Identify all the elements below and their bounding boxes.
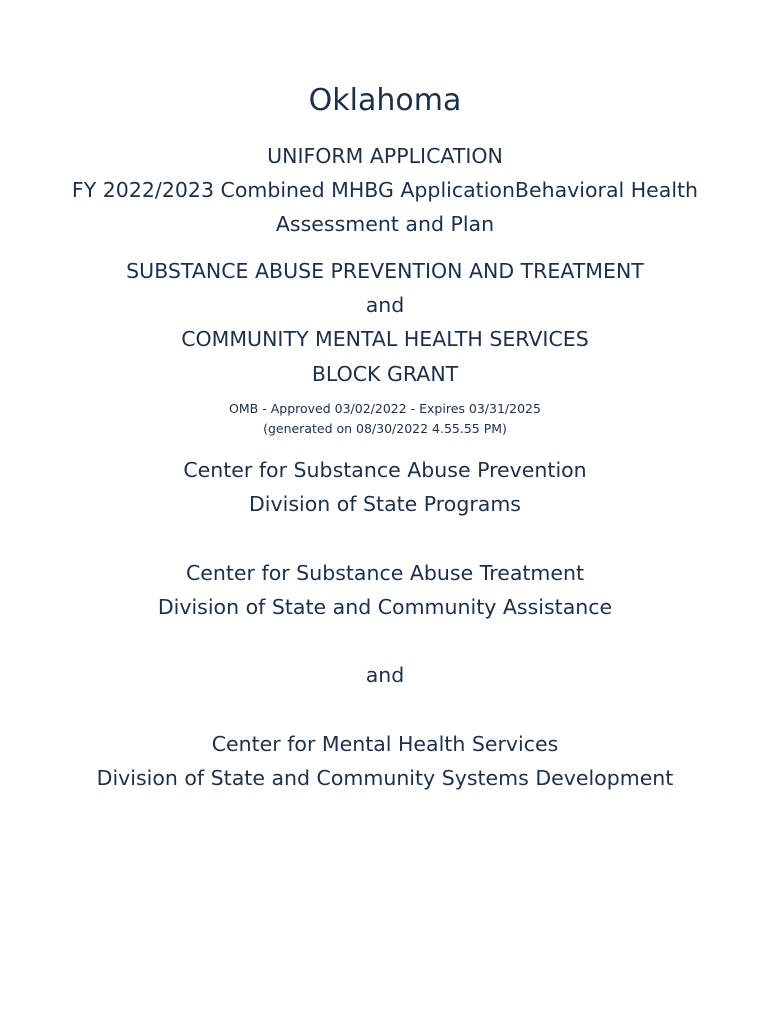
center-3-name: Center for Mental Health Services — [211, 732, 559, 756]
fiscal-year-line-1: FY 2022/2023 Combined MHBG ApplicationBehavioral Health — [71, 178, 699, 202]
center-2-name: Center for Substance Abuse Treatment — [185, 561, 585, 585]
center-3-division: Division of State and Community Systems Development — [96, 766, 674, 790]
center-1-division: Division of State Programs — [249, 492, 521, 516]
center-1-name: Center for Substance Abuse Prevention — [183, 458, 587, 482]
centers-and-text: and — [365, 663, 405, 687]
program-and-text: and — [365, 293, 405, 317]
generated-date-text: (generated on 08/30/2022 4.55.55 PM) — [263, 421, 507, 436]
state-title: Oklahoma — [308, 83, 462, 118]
omb-approval-text: OMB - Approved 03/02/2022 - Expires 03/31/2025 — [229, 401, 541, 416]
program-title-line-1: SUBSTANCE ABUSE PREVENTION AND TREATMENT — [126, 259, 644, 283]
program-title-line-2: COMMUNITY MENTAL HEALTH SERVICES — [181, 327, 589, 351]
program-title-line-3: BLOCK GRANT — [311, 362, 459, 386]
center-2-division: Division of State and Community Assistance — [157, 595, 613, 619]
fiscal-year-line-2: Assessment and Plan — [275, 212, 495, 236]
uniform-application-heading: UNIFORM APPLICATION — [267, 144, 503, 168]
